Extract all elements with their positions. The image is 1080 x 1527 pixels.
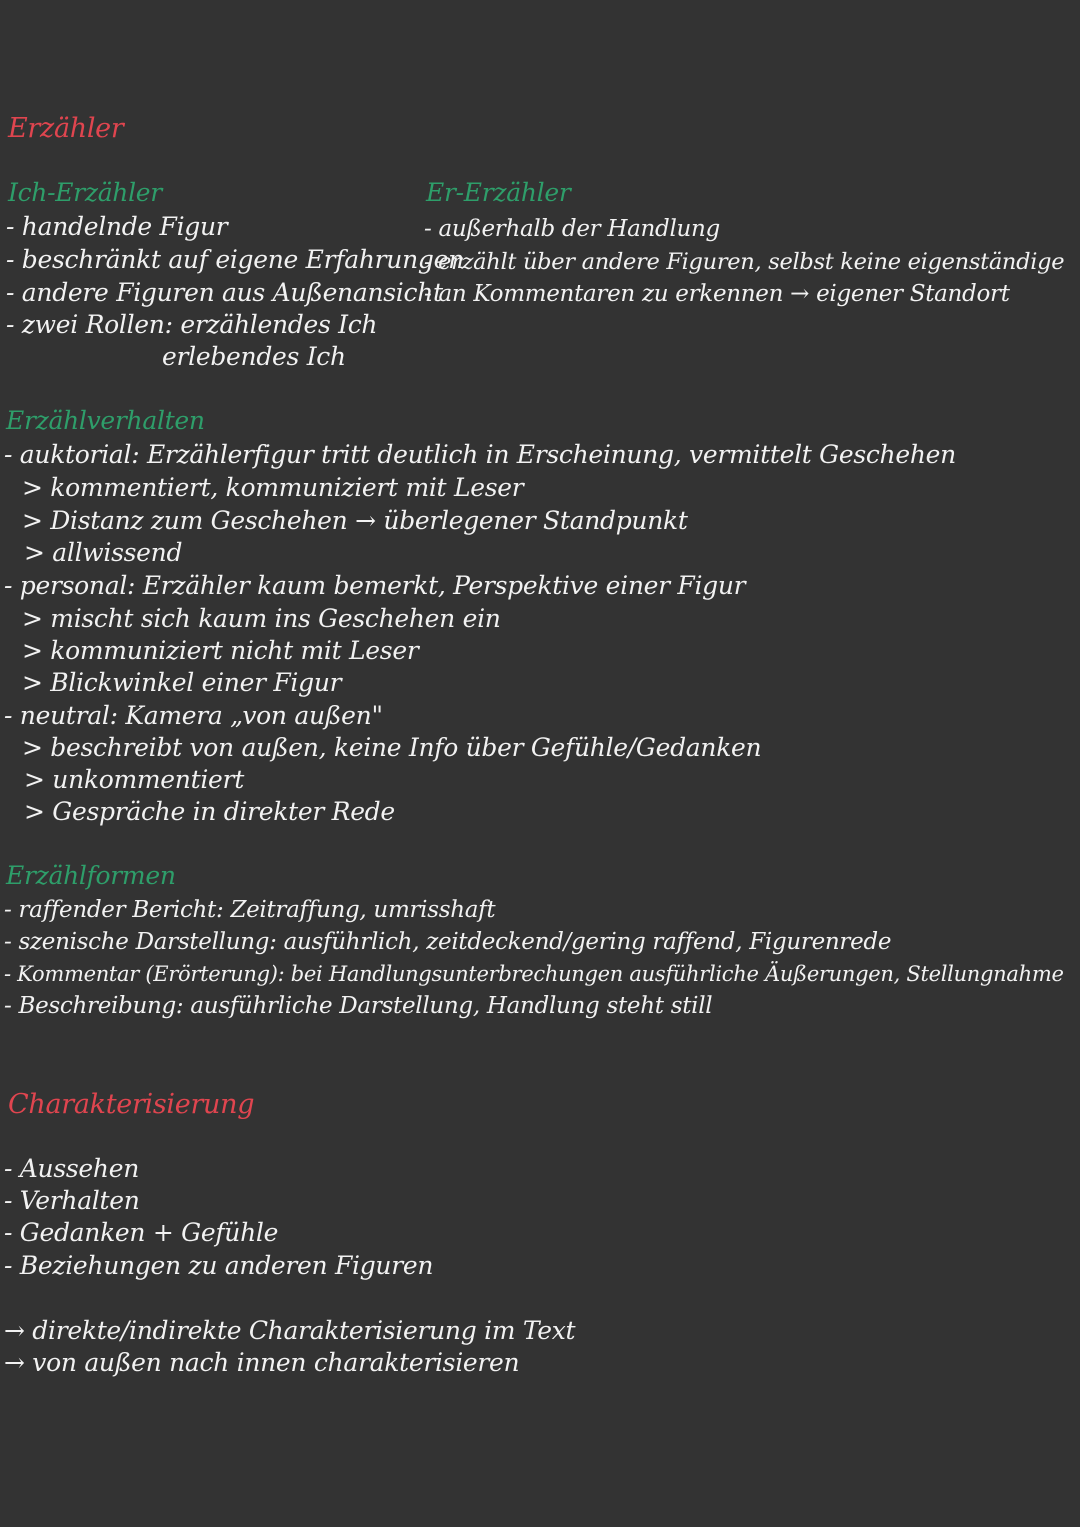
heading-erzaehlformen: Erzählformen xyxy=(6,861,176,890)
verhalten-line: > kommentiert, kommuniziert mit Leser xyxy=(22,473,524,502)
formen-line: - raffender Bericht: Zeitraffung, umrisshaft xyxy=(4,897,496,923)
charakterisierung-item: - Aussehen xyxy=(4,1154,140,1183)
formen-line: - Kommentar (Erörterung): bei Handlungsunterbrechungen ausführliche Äußerungen, Stellungnahme xyxy=(4,962,1064,986)
er-line: - an Kommentaren zu erkennen → eigener Standort xyxy=(424,281,1010,307)
verhalten-line: > Blickwinkel einer Figur xyxy=(22,668,342,697)
verhalten-line: > allwissend xyxy=(24,538,183,567)
verhalten-line: > mischt sich kaum ins Geschehen ein xyxy=(22,604,501,633)
verhalten-line: > kommuniziert nicht mit Leser xyxy=(22,636,419,665)
verhalten-line: - neutral: Kamera „von außen" xyxy=(4,701,383,730)
charakterisierung-item: - Verhalten xyxy=(4,1186,140,1215)
formen-line: - szenische Darstellung: ausführlich, zeitdeckend/gering raffend, Figurenrede xyxy=(4,929,892,955)
ich-line: - zwei Rollen: erzählendes Ich xyxy=(6,310,378,339)
verhalten-line: > unkommentiert xyxy=(24,765,244,794)
charakterisierung-item: - Beziehungen zu anderen Figuren xyxy=(4,1251,434,1280)
verhalten-line: > beschreibt von außen, keine Info über Gefühle/Gedanken xyxy=(22,733,762,762)
subheading-ich-erzaehler: Ich-Erzähler xyxy=(8,178,162,207)
er-line: - erzählt über andere Figuren, selbst keine eigenständige xyxy=(424,249,1065,275)
ich-line: - beschränkt auf eigene Erfahrungen xyxy=(6,245,464,274)
heading-erzaehlverhalten: Erzählverhalten xyxy=(6,406,205,435)
verhalten-line: - personal: Erzähler kaum bemerkt, Perspektive einer Figur xyxy=(4,571,746,600)
charakterisierung-item: - Gedanken + Gefühle xyxy=(4,1218,279,1247)
ich-line: - handelnde Figur xyxy=(6,212,228,241)
er-line: - außerhalb der Handlung xyxy=(424,216,720,242)
ich-line: - andere Figuren aus Außenansicht xyxy=(6,278,443,307)
verhalten-line: > Gespräche in direkter Rede xyxy=(24,797,395,826)
heading-erzaehler: Erzähler xyxy=(8,113,124,144)
charakterisierung-note: → direkte/indirekte Charakterisierung im Text xyxy=(4,1316,576,1345)
subheading-er-erzaehler: Er-Erzähler xyxy=(426,178,571,207)
heading-charakterisierung: Charakterisierung xyxy=(8,1089,255,1120)
charakterisierung-note: → von außen nach innen charakterisieren xyxy=(4,1348,520,1377)
ich-line: erlebendes Ich xyxy=(162,342,346,371)
verhalten-line: > Distanz zum Geschehen → überlegener Standpunkt xyxy=(22,506,688,535)
formen-line: - Beschreibung: ausführliche Darstellung, Handlung steht still xyxy=(4,993,713,1019)
verhalten-line: - auktorial: Erzählerfigur tritt deutlich in Erscheinung, vermittelt Geschehen xyxy=(4,440,956,469)
